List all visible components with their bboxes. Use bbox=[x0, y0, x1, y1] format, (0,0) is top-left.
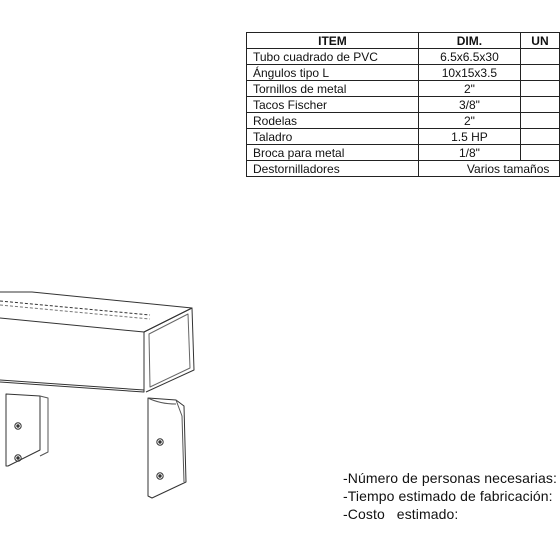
right-bracket-edge bbox=[176, 400, 184, 482]
tube-hidden-edge bbox=[0, 301, 150, 315]
cell-un bbox=[520, 129, 559, 145]
cell-item: Destornilladores bbox=[247, 161, 419, 177]
cell-un bbox=[520, 145, 559, 161]
table-row bbox=[247, 145, 560, 161]
cell-dim: 10x15x3.5 bbox=[418, 65, 520, 81]
note-people: -Número de personas necesarias: bbox=[343, 470, 557, 486]
cell-item: Ángulos tipo L bbox=[247, 65, 419, 81]
tube-end-face bbox=[144, 308, 194, 392]
cell-dim: 2" bbox=[418, 81, 520, 97]
bolt-icon bbox=[17, 457, 19, 459]
cell-item: Taladro bbox=[247, 129, 419, 145]
tube-top-face bbox=[0, 292, 192, 332]
table-row bbox=[247, 97, 560, 113]
header-dim: DIM. bbox=[418, 33, 520, 49]
table-row bbox=[247, 49, 560, 65]
cell-un bbox=[520, 49, 559, 65]
tube-bottom-edge bbox=[0, 380, 144, 390]
bolt-icon bbox=[159, 475, 161, 477]
bolt-icon bbox=[159, 441, 161, 443]
note-cost: -Costo estimado: bbox=[343, 506, 459, 522]
cell-un bbox=[520, 65, 559, 81]
tube-end-inner bbox=[149, 314, 190, 387]
cell-item: Tacos Fischer bbox=[247, 97, 419, 113]
cell-un bbox=[520, 113, 559, 129]
cell-dim: 6.5x6.5x30 bbox=[418, 49, 520, 65]
table-row bbox=[247, 113, 560, 129]
left-bracket bbox=[6, 394, 40, 466]
bolt-icon bbox=[17, 425, 19, 427]
table-row bbox=[247, 65, 560, 81]
table-row bbox=[247, 81, 560, 97]
left-bracket-edge bbox=[40, 396, 48, 456]
cell-dim: 1.5 HP bbox=[418, 129, 520, 145]
tube-front-face bbox=[0, 332, 144, 392]
table-header-row bbox=[247, 33, 560, 49]
cell-item: Tornillos de metal bbox=[247, 81, 419, 97]
cell-item: Rodelas bbox=[247, 113, 419, 129]
cell-dim: 2" bbox=[418, 113, 520, 129]
cell-item: Tubo cuadrado de PVC bbox=[247, 49, 419, 65]
note-time: -Tiempo estimado de fabricación: bbox=[343, 488, 553, 504]
cell-item: Broca para metal bbox=[247, 145, 419, 161]
header-un: UN bbox=[520, 33, 559, 49]
cell-un bbox=[520, 81, 559, 97]
tube-hidden-edge bbox=[0, 305, 150, 319]
cell-dim: 1/8" bbox=[418, 145, 520, 161]
bracket-assembly-drawing bbox=[0, 270, 300, 510]
table-row bbox=[247, 161, 560, 177]
materials-table bbox=[246, 32, 560, 177]
right-bracket bbox=[148, 398, 186, 498]
cell-dim: 3/8" bbox=[418, 97, 520, 113]
table-row bbox=[247, 129, 560, 145]
cell-dim: Varios tamaños bbox=[418, 161, 559, 177]
cell-un bbox=[520, 97, 559, 113]
header-item: ITEM bbox=[247, 33, 419, 49]
